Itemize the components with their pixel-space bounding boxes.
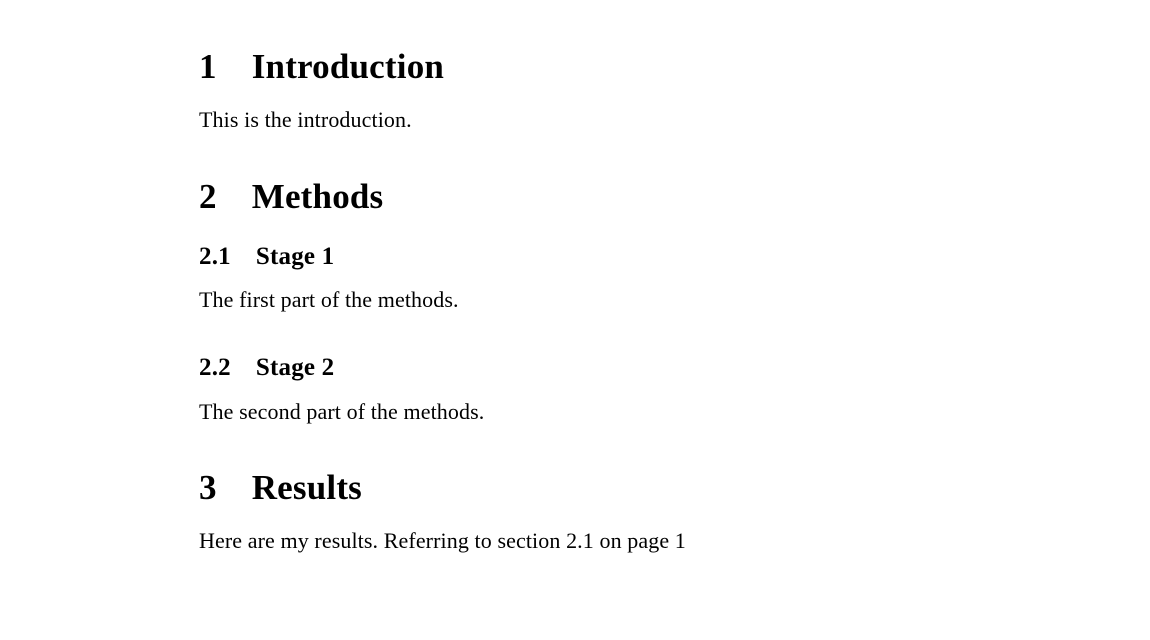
paragraph-stage-2: The second part of the methods. <box>199 399 485 424</box>
section-number: 2 <box>199 177 217 216</box>
section-title: Methods <box>251 177 384 216</box>
section-title: Results <box>251 468 362 507</box>
paragraph-stage-1: The first part of the methods. <box>199 287 459 312</box>
subsection-title: Stage 1 <box>255 243 335 270</box>
section-number: 1 <box>199 47 217 86</box>
section-heading-methods <box>199 176 383 218</box>
paragraph-results: Here are my results. Referring to section 2.1 on page 1 <box>199 528 686 553</box>
subsection-number: 2.2 <box>199 354 231 381</box>
section-heading-results <box>199 467 362 509</box>
subsection-heading-stage-2 <box>199 353 334 383</box>
section-heading-introduction <box>199 46 444 88</box>
subsection-title: Stage 2 <box>255 354 335 381</box>
paragraph-introduction: This is the introduction. <box>199 107 412 132</box>
section-number: 3 <box>199 468 217 507</box>
subsection-heading-stage-1 <box>199 242 334 272</box>
section-title: Introduction <box>251 47 445 86</box>
subsection-number: 2.1 <box>199 243 231 270</box>
